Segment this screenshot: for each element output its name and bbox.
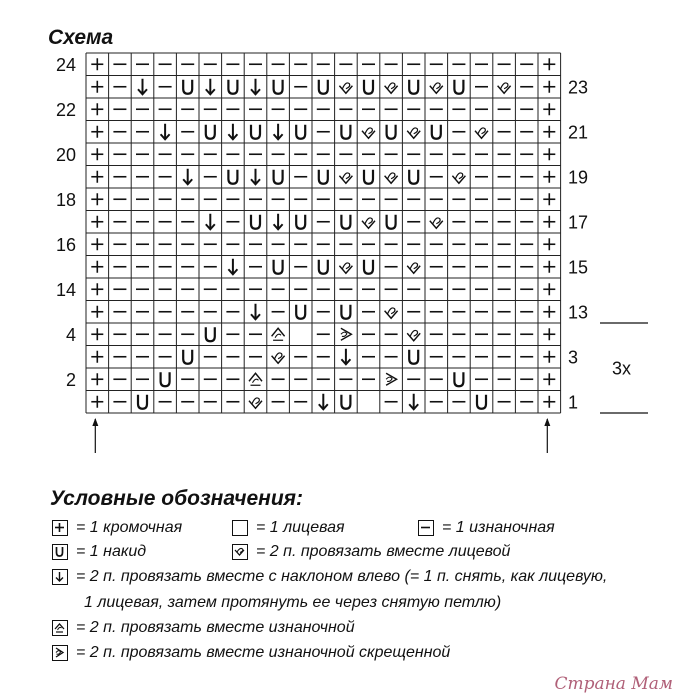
yo-mark xyxy=(364,260,373,274)
stitch-k2tog xyxy=(407,330,420,340)
stitch-k2tog_left xyxy=(206,79,215,95)
stitch-yo xyxy=(432,125,441,139)
stitch-k2tog xyxy=(385,83,398,93)
stitch-edge xyxy=(543,81,555,93)
right-row-label: 3 xyxy=(568,347,579,368)
k2tog-loop xyxy=(342,263,349,269)
stitch-k2tog xyxy=(430,218,443,228)
yo-mark xyxy=(183,350,192,364)
purl-stitch-icon xyxy=(418,520,434,536)
yo-mark xyxy=(454,372,463,386)
k2tog-mark xyxy=(475,131,488,139)
left-row-label: 20 xyxy=(55,144,76,165)
stitch-yo xyxy=(206,125,215,139)
yo-mark xyxy=(341,305,350,319)
k2tog-loop xyxy=(455,173,462,179)
stitch-edge xyxy=(543,193,555,205)
right-row-label: 21 xyxy=(568,122,589,143)
right-row-label: 19 xyxy=(568,167,589,188)
stitch-edge xyxy=(91,261,103,273)
stitch-k2tog_left xyxy=(319,394,328,410)
stitch-k2tog xyxy=(385,308,398,318)
stitch-yo xyxy=(296,215,305,229)
p2tog-icon xyxy=(52,620,68,636)
stitch-edge xyxy=(91,328,103,340)
stitch-yo xyxy=(183,350,192,364)
stitch-edge xyxy=(91,81,103,93)
yo-mark xyxy=(341,125,350,139)
yo-mark xyxy=(206,125,215,139)
repeat-label: 3x xyxy=(612,358,632,379)
stitch-k2tog_left xyxy=(161,124,170,140)
yo-mark xyxy=(296,215,305,229)
stitch-edge xyxy=(91,58,103,70)
yo-mark xyxy=(409,350,418,364)
k2tog-mark xyxy=(339,86,352,94)
stitch-yo xyxy=(454,372,463,386)
k2tog-loop xyxy=(410,263,417,269)
stitch-k2tog xyxy=(498,83,511,93)
knit-stitch-icon xyxy=(232,520,248,536)
yo-mark xyxy=(274,260,283,274)
stitch-edge xyxy=(543,103,555,115)
k2tog-mark xyxy=(339,176,352,184)
yo-mark xyxy=(432,125,441,139)
legend-knit: = 1 лицевая xyxy=(256,519,345,536)
stitch-edge xyxy=(543,328,555,340)
stitch-k2tog xyxy=(385,173,398,183)
stitch-yo xyxy=(341,215,350,229)
stitch-edge xyxy=(91,351,103,363)
k2tog-loop xyxy=(365,128,372,134)
stitch-edge xyxy=(543,58,555,70)
stitch-yo xyxy=(477,395,486,409)
stitch-k2tog xyxy=(430,83,443,93)
stitch-k2tog_left xyxy=(251,304,260,320)
legend-ssk-2: 1 лицевая, затем протянуть ее через снятую петлю) xyxy=(84,594,502,611)
yo-mark xyxy=(251,125,260,139)
k2tog-mark xyxy=(362,221,375,229)
stitch-k2tog xyxy=(475,128,488,138)
stitch-k2tog_left xyxy=(251,79,260,95)
stitch-yo xyxy=(296,125,305,139)
stitch-yo xyxy=(364,170,373,184)
legend-purl: = 1 изнаночная xyxy=(442,519,555,536)
k2tog-mark xyxy=(407,131,420,139)
stitch-edge xyxy=(91,193,103,205)
k2tog-mark xyxy=(385,86,398,94)
k2tog-loop xyxy=(365,218,372,224)
stitch-edge xyxy=(543,373,555,385)
stitch-p2tog_tbl xyxy=(341,328,352,340)
stitch-k2tog xyxy=(339,263,352,273)
stitch-k2tog_left xyxy=(183,169,192,185)
p2tog-mark xyxy=(272,328,285,336)
stitch-k2tog xyxy=(452,173,465,183)
stitch-edge xyxy=(543,283,555,295)
k2tog-mark xyxy=(249,401,262,409)
stitch-k2tog xyxy=(407,263,420,273)
yo-mark xyxy=(387,125,396,139)
yo-mark xyxy=(183,80,192,94)
watermark: Страна Мам xyxy=(554,674,673,694)
yo-mark xyxy=(251,215,260,229)
left-row-label: 4 xyxy=(65,324,76,345)
p2tog-tbl-loop xyxy=(341,332,347,336)
right-row-label: 17 xyxy=(568,212,589,233)
left-row-label: 18 xyxy=(55,189,76,210)
k2tog-loop xyxy=(342,173,349,179)
stitch-yo xyxy=(409,170,418,184)
k2tog-loop xyxy=(410,128,417,134)
yo-mark xyxy=(228,80,237,94)
k2tog-mark xyxy=(272,356,285,364)
stitch-edge xyxy=(91,373,103,385)
yo-mark xyxy=(409,170,418,184)
stitch-edge xyxy=(543,351,555,363)
stitch-yo xyxy=(341,125,350,139)
stitch-yo xyxy=(319,80,328,94)
yo-mark xyxy=(296,125,305,139)
legend-edge: = 1 кромочная xyxy=(76,519,183,536)
stitch-yo xyxy=(319,260,328,274)
yo-mark xyxy=(341,215,350,229)
stitch-edge xyxy=(91,103,103,115)
p2tog-tbl-loop xyxy=(386,377,392,381)
yarn-over-icon xyxy=(52,544,68,560)
k2tog-loop xyxy=(388,173,395,179)
yo-mark xyxy=(364,170,373,184)
stitch-edge xyxy=(543,126,555,138)
k2tog-mark xyxy=(385,311,398,319)
stitch-yo xyxy=(274,260,283,274)
k2tog-loop xyxy=(275,353,282,359)
k2tog-mark xyxy=(385,176,398,184)
k2tog-icon xyxy=(232,544,248,560)
legend-k2tog: = 2 п. провязать вместе лицевой xyxy=(256,543,511,560)
stitch-yo xyxy=(454,80,463,94)
left-row-label: 16 xyxy=(55,234,76,255)
p2tog-tbl-icon xyxy=(52,645,68,661)
edge-stitch-icon xyxy=(52,520,68,536)
stitch-edge xyxy=(91,283,103,295)
stitch-k2tog xyxy=(339,173,352,183)
stitch-k2tog_left xyxy=(228,124,237,140)
stitch-k2tog_left xyxy=(274,214,283,230)
left-row-label: 22 xyxy=(55,99,76,120)
legend-ssk-1: = 2 п. провязать вместе с наклоном влево (= 1 п. снять, как лицевую, xyxy=(76,568,608,585)
stitch-p2tog xyxy=(272,328,285,340)
right-row-label: 13 xyxy=(568,302,589,323)
p2tog-mark xyxy=(249,373,262,381)
stitch-yo xyxy=(183,80,192,94)
chart-grid xyxy=(86,53,561,413)
yo-mark xyxy=(319,80,328,94)
k2tog-mark xyxy=(430,221,443,229)
k2tog-mark xyxy=(407,333,420,341)
legend-p2tog-tbl: = 2 п. провязать вместе изнаночной скрещенной xyxy=(76,644,451,661)
stitch-k2tog_left xyxy=(138,79,147,95)
stitch-yo xyxy=(341,305,350,319)
stitch-yo xyxy=(274,170,283,184)
stitch-yo xyxy=(319,170,328,184)
k2tog-mark xyxy=(452,176,465,184)
stitch-k2tog_left xyxy=(409,394,418,410)
yo-mark xyxy=(138,395,147,409)
k2tog-loop xyxy=(342,83,349,89)
k2tog-mark xyxy=(339,266,352,274)
stitch-k2tog_left xyxy=(206,214,215,230)
stitch-k2tog xyxy=(272,353,285,363)
stitch-edge xyxy=(91,238,103,250)
yo-mark xyxy=(206,327,215,341)
legend-title: Условные обозначения: xyxy=(50,487,304,510)
k2tog-loop xyxy=(433,218,440,224)
stitch-k2tog xyxy=(249,398,262,408)
stitch-edge xyxy=(91,396,103,408)
yo-mark xyxy=(161,372,170,386)
k2tog-mark xyxy=(498,86,511,94)
stitch-edge xyxy=(543,148,555,160)
yo-mark xyxy=(274,80,283,94)
stitch-k2tog xyxy=(407,128,420,138)
k2tog-mark xyxy=(407,266,420,274)
stitch-k2tog_left xyxy=(274,124,283,140)
stitch-yo xyxy=(251,125,260,139)
left-row-label: 24 xyxy=(55,54,76,75)
k2tog-loop xyxy=(478,128,485,134)
stitch-yo xyxy=(409,80,418,94)
stitch-yo xyxy=(228,170,237,184)
k2tog-loop xyxy=(388,83,395,89)
stitch-k2tog xyxy=(362,128,375,138)
stitch-yo xyxy=(296,305,305,319)
stitch-edge xyxy=(543,171,555,183)
p2tog-loop xyxy=(253,379,259,383)
k2tog-loop xyxy=(501,83,508,89)
stitch-yo xyxy=(274,80,283,94)
stitch-k2tog xyxy=(362,218,375,228)
start-arrow-head xyxy=(92,418,98,426)
left-row-label: 14 xyxy=(55,279,76,300)
right-row-label: 15 xyxy=(568,257,589,278)
stitch-yo xyxy=(364,80,373,94)
stitch-yo xyxy=(138,395,147,409)
stitch-k2tog_left xyxy=(228,259,237,275)
stitch-yo xyxy=(387,125,396,139)
stitch-yo xyxy=(161,372,170,386)
yo-mark xyxy=(296,305,305,319)
stitch-yo xyxy=(387,215,396,229)
yo-mark xyxy=(364,80,373,94)
stitch-edge xyxy=(91,148,103,160)
yo-mark xyxy=(454,80,463,94)
stitch-p2tog xyxy=(249,373,262,385)
stitch-edge xyxy=(91,171,103,183)
right-row-label: 23 xyxy=(568,77,589,98)
stitch-yo xyxy=(206,327,215,341)
stitch-yo xyxy=(228,80,237,94)
yo-mark xyxy=(477,395,486,409)
stitch-edge xyxy=(91,126,103,138)
stitch-yo xyxy=(364,260,373,274)
stitch-yo xyxy=(251,215,260,229)
k2tog-mark xyxy=(362,131,375,139)
yo-mark xyxy=(387,215,396,229)
yo-mark xyxy=(274,170,283,184)
stitch-edge xyxy=(91,306,103,318)
stitch-edge xyxy=(543,396,555,408)
yo-mark xyxy=(319,170,328,184)
stitch-k2tog xyxy=(339,83,352,93)
start-arrow-head xyxy=(544,418,550,426)
k2tog-loop xyxy=(410,330,417,336)
legend-yo: = 1 накид xyxy=(76,543,147,560)
stitch-yo xyxy=(409,350,418,364)
stitch-edge xyxy=(543,238,555,250)
left-row-label: 2 xyxy=(65,369,76,390)
yo-mark xyxy=(341,395,350,409)
stitch-p2tog_tbl xyxy=(386,373,397,385)
stitch-edge xyxy=(543,306,555,318)
stitch-yo xyxy=(341,395,350,409)
stitch-k2tog_left xyxy=(341,349,350,365)
yo-mark xyxy=(409,80,418,94)
k2tog-loop xyxy=(252,398,259,404)
stitch-edge xyxy=(543,261,555,273)
yo-mark xyxy=(228,170,237,184)
stitch-k2tog_left xyxy=(251,169,260,185)
k2tog-loop xyxy=(388,308,395,314)
stitch-edge xyxy=(543,216,555,228)
chart-title: Схема xyxy=(48,26,114,49)
k2tog-loop xyxy=(433,83,440,89)
yo-mark xyxy=(319,260,328,274)
stitch-edge xyxy=(91,216,103,228)
legend-p2tog: = 2 п. провязать вместе изнаночной xyxy=(76,619,355,636)
p2tog-loop xyxy=(275,334,281,338)
ssk-icon xyxy=(52,569,68,585)
k2tog-mark xyxy=(430,86,443,94)
right-row-label: 1 xyxy=(568,392,579,413)
